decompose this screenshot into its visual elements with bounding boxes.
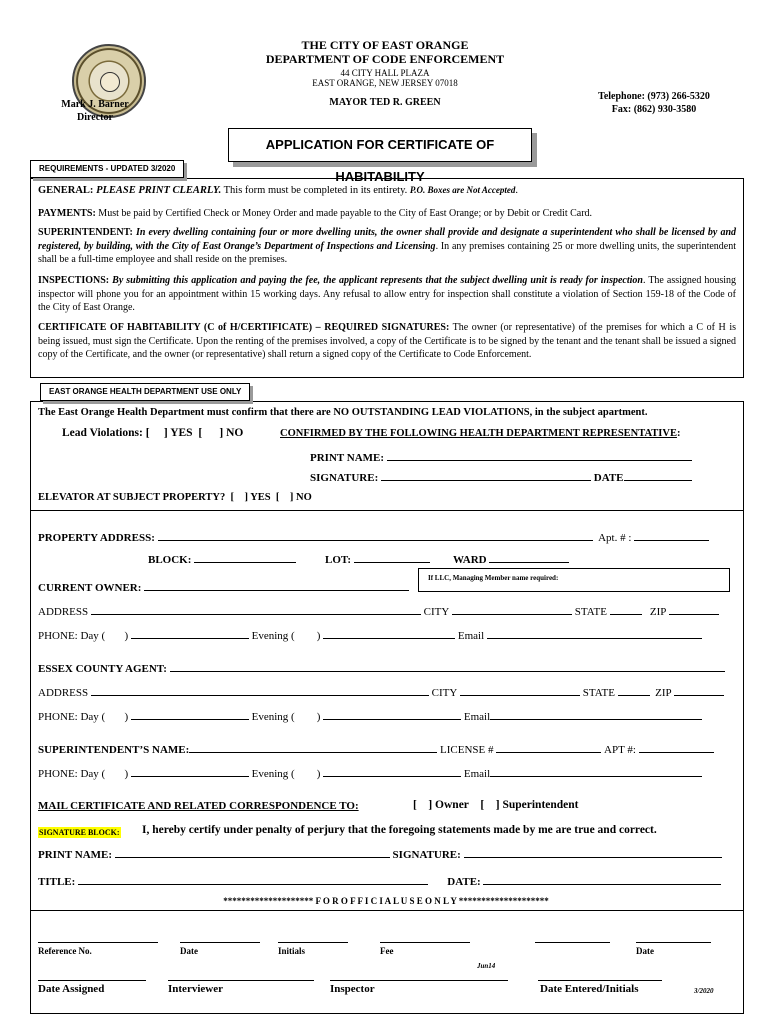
requirements-tab: REQUIREMENTS - UPDATED 3/2020 [30, 160, 184, 178]
form-title: APPLICATION FOR CERTIFICATE OF HABITABILITY [228, 128, 532, 162]
insp-label: INSPECTIONS: [38, 275, 110, 286]
sig-title-label: TITLE: [38, 876, 76, 888]
ward-field[interactable] [489, 552, 569, 563]
owner-city-label: CITY [423, 606, 450, 618]
owner-zip-field[interactable] [669, 604, 719, 615]
department-name: DEPARTMENT OF CODE ENFORCEMENT [265, 52, 505, 66]
ward-label: WARD [453, 554, 487, 566]
date2-line-1[interactable] [535, 942, 610, 943]
health-print-name-row [310, 450, 692, 464]
owner-address-row [38, 604, 719, 618]
sig-print-name-field[interactable] [115, 847, 390, 858]
superintendent-paragraph [38, 226, 736, 267]
jun14-label: Jun14 [477, 962, 496, 970]
reference-label: Reference No. [38, 946, 92, 956]
apt-field[interactable] [634, 530, 709, 541]
super-day-label: PHONE: Day ( [38, 768, 106, 780]
super-evening-field[interactable] [323, 766, 461, 777]
lead-violations-row: Lead Violations: [ ] YES [ ] NO [62, 427, 244, 439]
block-row [148, 552, 296, 566]
owner-day-field[interactable] [131, 628, 249, 639]
agent-state-label: STATE [582, 687, 615, 699]
essex-agent-field[interactable] [170, 661, 725, 672]
block-field[interactable] [194, 552, 296, 563]
agent-email-field[interactable] [490, 709, 702, 720]
owner-address-field[interactable] [91, 604, 421, 615]
property-address-row [38, 530, 709, 544]
superintendent-name-field[interactable] [189, 742, 437, 753]
super-apt-field[interactable] [639, 742, 714, 753]
date-line[interactable] [180, 942, 260, 943]
mayor-name: MAYOR TED R. GREEN [329, 97, 441, 108]
agent-phone-row: PHONE: Day ( ) Evening ( ) Email [38, 709, 702, 723]
super-day-field[interactable] [131, 766, 249, 777]
llc-note: If LLC, Managing Member name required: [428, 574, 559, 582]
official-divider [30, 910, 744, 911]
payments-paragraph [38, 207, 736, 221]
date2-line-2[interactable] [636, 942, 711, 943]
lead-label: Lead Violations: [62, 427, 143, 439]
official-banner: ******************** F O R O F F I C I A L U S E O N L Y ******************** [223, 896, 549, 906]
health-print-name-label: PRINT NAME: [310, 452, 385, 464]
agent-city-label: CITY [431, 687, 458, 699]
sig-title-field[interactable] [78, 874, 428, 885]
date2-label: Date [636, 946, 654, 956]
ward-row [453, 552, 569, 566]
owner-zip-label: ZIP [649, 606, 667, 618]
owner-city-field[interactable] [452, 604, 572, 615]
apt-label: Apt. # : [598, 532, 632, 544]
payments-text: Must be paid by Certified Check or Money Order and made payable to the City of East Orange; or by Debit or Credit Card. [98, 208, 593, 219]
lot-row [325, 552, 430, 566]
certificate-paragraph [38, 321, 736, 362]
owner-evening-label: Evening ( [251, 630, 295, 642]
mail-cert-label: MAIL CERTIFICATE AND RELATED CORRESPONDENCE TO: [38, 800, 359, 812]
date-assigned-label: Date Assigned [38, 983, 105, 995]
elevator-label: ELEVATOR AT SUBJECT PROPERTY? [38, 492, 226, 503]
health-signature-row [310, 470, 692, 484]
sig-signature-field[interactable] [464, 847, 722, 858]
agent-email-label: Email [463, 711, 491, 723]
super-text: . In any premises containing 25 or more dwelling units, the superintendent shall be a full-time employee and shall reside on the premises. [38, 240, 736, 265]
signature-block-label: SIGNATURE BLOCK: [39, 828, 120, 837]
health-signature-label: SIGNATURE: [310, 472, 379, 484]
lead-no[interactable]: NO [226, 427, 244, 439]
interviewer-label: Interviewer [168, 983, 223, 995]
elevator-row: ELEVATOR AT SUBJECT PROPERTY? [ ] YES [ ] NO [38, 492, 312, 503]
sig-date-label: DATE: [447, 876, 481, 888]
superintendent-row [38, 742, 714, 756]
owner-evening-field[interactable] [323, 628, 455, 639]
owner-email-field[interactable] [487, 628, 702, 639]
general-label: GENERAL: [38, 185, 94, 196]
initials-label: Initials [278, 946, 306, 956]
sig-signature-label: SIGNATURE: [392, 849, 461, 861]
confirmed-by-row: CONFIRMED BY THE FOLLOWING HEALTH DEPARTMENT REPRESENTATIVE: [280, 428, 681, 439]
health-date-field[interactable] [624, 470, 692, 481]
owner-phone-row: PHONE: Day ( ) Evening ( ) Email [38, 628, 702, 642]
agent-day-field[interactable] [131, 709, 249, 720]
cert-text: The owner (or representative) of the premises for which a C of H is being issued, must sign the Certificate. Upon the renting of the premises involved, a copy of the Certificate is to be signed by the tenant and the tenant shall be issued a signed copy of the Certificate, and the owner (or representative) shall return a signed copy of the Certificate to Code Enforcement. [38, 322, 736, 360]
mail-options: [ ] Owner [ ] Superintendent [413, 799, 579, 811]
mail-owner-option[interactable]: Owner [435, 799, 469, 811]
agent-state-field[interactable] [618, 685, 650, 696]
health-tab: EAST ORANGE HEALTH DEPARTMENT USE ONLY [40, 383, 250, 401]
sig-print-name-label: PRINT NAME: [38, 849, 113, 861]
general-note: P.O. Boxes are Not Accepted [409, 185, 516, 195]
super-italic: In every dwelling containing four or more dwelling units, the owner shall provide and designate a superintendent who shall be licensed by and registered, by building, with the City of East Orange’s Department of Inspections and Licensing [38, 227, 737, 252]
address-line-2: EAST ORANGE, NEW JERSEY 07018 [312, 78, 458, 88]
super-email-field[interactable] [490, 766, 702, 777]
inspector-label: Inspector [330, 983, 375, 995]
property-address-field[interactable] [158, 530, 593, 541]
city-name: THE CITY OF EAST ORANGE [301, 38, 469, 52]
date-label: Date [180, 946, 198, 956]
telephone: Telephone: (973) 266-5320 [598, 91, 710, 102]
inspector-line[interactable] [330, 980, 508, 981]
current-owner-row [38, 580, 409, 594]
super-apt-label: APT #: [604, 744, 636, 756]
agent-zip-field[interactable] [674, 685, 724, 696]
super-email-label: Email [463, 768, 491, 780]
director-title: Director [77, 112, 113, 123]
date-assigned-line[interactable] [38, 980, 146, 981]
owner-address-label: ADDRESS [38, 606, 89, 618]
current-owner-label: CURRENT OWNER: [38, 582, 142, 594]
payments-label: PAYMENTS: [38, 208, 96, 219]
sig-print-name-row [38, 847, 722, 861]
agent-zip-label: ZIP [655, 687, 672, 699]
general-paragraph: GENERAL: PLEASE PRINT CLEARLY. This form must be completed in its entirety. P.O. Boxes are Not Accepted. [38, 185, 518, 196]
general-italic: PLEASE PRINT CLEARLY. [96, 185, 222, 196]
date-entered-line[interactable] [538, 980, 662, 981]
elevator-yes[interactable]: YES [250, 492, 271, 503]
general-text: This form must be completed in its entirety. [223, 185, 408, 196]
health-signature-field[interactable] [381, 470, 591, 481]
owner-state-label: STATE [574, 606, 607, 618]
insp-text: . The assigned housing inspector will phone you for an appointment within 15 working days. Any refusal to allow entry for inspection shall constitute a violation of Section 159-18 of the Code of the City of East Orange. [38, 275, 737, 313]
address-line-1: 44 CITY HALL PLAZA [340, 68, 430, 78]
property-address-label: PROPERTY ADDRESS: [38, 532, 155, 544]
certify-statement: I, hereby certify under penalty of perjury that the foregoing statements made by me are true and correct. [142, 824, 657, 836]
inspections-paragraph [38, 274, 736, 315]
interviewer-line[interactable] [168, 980, 314, 981]
super-label: SUPERINTENDENT: [38, 227, 133, 238]
agent-city-field[interactable] [460, 685, 580, 696]
block-label: BLOCK: [148, 554, 192, 566]
revision-label: 3/2020 [694, 987, 714, 995]
license-label: LICENSE # [440, 744, 494, 756]
agent-address-field[interactable] [91, 685, 429, 696]
sig-title-row [38, 874, 721, 888]
agent-evening-label: Evening ( [251, 711, 295, 723]
signature-block-row [38, 826, 121, 838]
mail-cert-row [38, 800, 359, 812]
lot-field[interactable] [354, 552, 430, 563]
elevator-no[interactable]: NO [296, 492, 312, 503]
superintendent-name-label: SUPERINTENDENT’S NAME: [38, 744, 190, 756]
essex-agent-label: ESSEX COUNTY AGENT: [38, 663, 167, 675]
fee-line[interactable] [380, 942, 470, 943]
sig-date-field[interactable] [483, 874, 721, 885]
date-entered-label: Date Entered/Initials [540, 983, 639, 995]
super-phone-row: PHONE: Day ( ) Evening ( ) Email [38, 766, 702, 780]
agent-address-label: ADDRESS [38, 687, 89, 699]
fax: Fax: (862) 930-3580 [611, 104, 697, 115]
essex-agent-row [38, 661, 725, 675]
agent-day-label: PHONE: Day ( [38, 711, 106, 723]
license-field[interactable] [496, 742, 601, 753]
lead-confirm-text: The East Orange Health Department must confirm that there are NO OUTSTANDING LEAD VIOLATIONS, in the subject apartment. [38, 407, 648, 418]
cert-label: CERTIFICATE OF HABITABILITY (C of H/CERTIFICATE) – REQUIRED SIGNATURES: [38, 322, 450, 333]
fee-label: Fee [380, 946, 394, 956]
confirmed-by-label: CONFIRMED BY THE FOLLOWING HEALTH DEPARTMENT REPRESENTATIVE [280, 428, 677, 439]
director-name: Mark J. Barner [61, 99, 129, 110]
lot-label: LOT: [325, 554, 352, 566]
super-evening-label: Evening ( [251, 768, 295, 780]
mail-superintendent-option[interactable]: Superintendent [502, 799, 579, 811]
agent-evening-field[interactable] [323, 709, 461, 720]
lead-yes[interactable]: YES [170, 427, 193, 439]
health-print-name-field[interactable] [387, 450, 692, 461]
owner-state-field[interactable] [610, 604, 642, 615]
initials-line[interactable] [278, 942, 348, 943]
owner-day-label: PHONE: Day ( [38, 630, 106, 642]
agent-address-row [38, 685, 724, 699]
insp-italic: By submitting this application and paying the fee, the applicant represents that the subject dwelling unit is ready for inspection [112, 275, 643, 286]
health-date-label: DATE [593, 472, 624, 484]
owner-email-label: Email [457, 630, 485, 642]
reference-line[interactable] [38, 942, 158, 943]
current-owner-field[interactable] [144, 580, 409, 591]
